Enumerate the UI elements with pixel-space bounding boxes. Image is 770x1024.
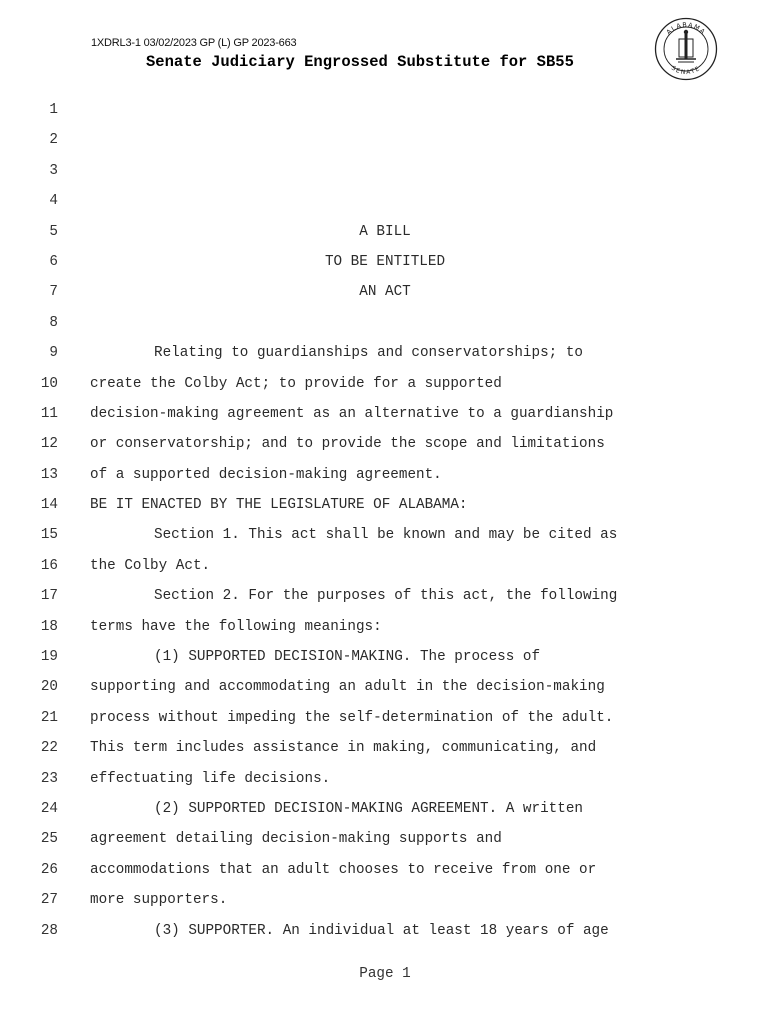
bill-line <box>0 794 770 824</box>
line-number: 25 <box>40 831 58 848</box>
bill-line <box>0 672 770 702</box>
svg-text:SENATE: SENATE <box>669 64 703 77</box>
svg-text:ALABAMA: ALABAMA <box>664 20 708 37</box>
bill-line <box>0 490 770 520</box>
bill-line <box>0 733 770 763</box>
bill-line <box>0 703 770 733</box>
line-text: create the Colby Act; to provide for a supported <box>90 375 502 392</box>
line-text: supporting and accommodating an adult in the decision-making <box>90 679 605 696</box>
bill-text-body <box>0 95 770 946</box>
line-number: 16 <box>40 557 58 574</box>
bill-line <box>0 642 770 672</box>
page-number: Page 1 <box>359 966 411 982</box>
bill-line <box>0 855 770 885</box>
bill-line <box>0 186 770 216</box>
line-number: 17 <box>40 588 58 605</box>
bill-line <box>0 156 770 186</box>
line-text: (1) SUPPORTED DECISION-MAKING. The process of <box>154 649 541 666</box>
alabama-senate-seal-icon <box>654 17 718 81</box>
line-number: 10 <box>40 375 58 392</box>
line-text: TO BE ENTITLED <box>324 253 446 270</box>
bill-line <box>0 399 770 429</box>
bill-line <box>0 429 770 459</box>
line-number: 21 <box>40 709 58 726</box>
bill-line <box>0 125 770 155</box>
bill-line <box>0 885 770 915</box>
line-text: of a supported decision-making agreement. <box>90 466 442 483</box>
bill-line <box>0 369 770 399</box>
line-text: Section 1. This act shall be known and may be cited as <box>154 527 618 544</box>
line-number: 1 <box>49 102 58 118</box>
line-number: 6 <box>49 253 58 270</box>
line-text: agreement detailing decision-making supports and <box>90 831 502 848</box>
bill-line <box>0 551 770 581</box>
line-text: AN ACT <box>359 284 411 301</box>
line-text: (2) SUPPORTED DECISION-MAKING AGREEMENT. A written <box>154 800 583 817</box>
line-number: 26 <box>40 861 58 878</box>
line-text: accommodations that an adult chooses to receive from one or <box>90 861 597 878</box>
bill-line <box>0 824 770 854</box>
line-text: the Colby Act. <box>90 557 211 574</box>
line-text: decision-making agreement as an alternative to a guardianship <box>90 405 614 422</box>
line-number: 5 <box>49 223 58 240</box>
line-text: Relating to guardianships and conservatorships; to <box>154 345 583 362</box>
document-title-text: Senate Judiciary Engrossed Substitute for SB55 <box>146 53 574 71</box>
line-number: 3 <box>49 162 58 179</box>
line-number: 12 <box>40 436 58 453</box>
line-text: Section 2. For the purposes of this act, the following <box>154 588 618 605</box>
line-number: 24 <box>40 800 58 817</box>
bill-line <box>0 217 770 247</box>
bill-line <box>0 520 770 550</box>
bill-line <box>0 612 770 642</box>
line-number: 8 <box>49 314 58 331</box>
line-number: 15 <box>40 527 58 544</box>
line-number: 19 <box>40 649 58 666</box>
bill-line <box>0 338 770 368</box>
line-number: 27 <box>40 892 58 909</box>
line-text: more supporters. <box>90 892 228 909</box>
page-footer <box>0 966 770 982</box>
bill-line <box>0 277 770 307</box>
line-number: 14 <box>40 497 58 514</box>
line-number: 22 <box>40 740 58 757</box>
line-number: 20 <box>40 679 58 696</box>
line-number: 13 <box>40 466 58 483</box>
line-number: 18 <box>40 618 58 635</box>
bill-line <box>0 581 770 611</box>
line-text: This term includes assistance in making, communicating, and <box>90 740 597 757</box>
bill-line <box>0 916 770 946</box>
line-number: 9 <box>49 345 58 362</box>
bill-line <box>0 764 770 794</box>
line-text: process without impeding the self-determination of the adult. <box>90 709 614 726</box>
line-text: or conservatorship; and to provide the scope and limitations <box>90 436 605 453</box>
bill-line <box>0 460 770 490</box>
line-number: 7 <box>49 284 58 301</box>
bill-line <box>0 247 770 277</box>
bill-line <box>0 95 770 125</box>
line-text: effectuating life decisions. <box>90 770 331 787</box>
line-text: A BILL <box>359 223 411 240</box>
line-number: 28 <box>40 922 58 939</box>
line-number: 23 <box>40 770 58 787</box>
line-text: terms have the following meanings: <box>90 618 382 635</box>
line-text: (3) SUPPORTER. An individual at least 18 years of age <box>154 922 609 939</box>
line-text: BE IT ENACTED BY THE LEGISLATURE OF ALABAMA: <box>90 497 468 514</box>
bill-line <box>0 308 770 338</box>
line-number: 2 <box>49 132 58 149</box>
line-number: 4 <box>49 193 58 210</box>
document-code: 1XDRL3-1 03/02/2023 GP (L) GP 2023-663 <box>91 37 297 49</box>
line-number: 11 <box>40 405 58 422</box>
